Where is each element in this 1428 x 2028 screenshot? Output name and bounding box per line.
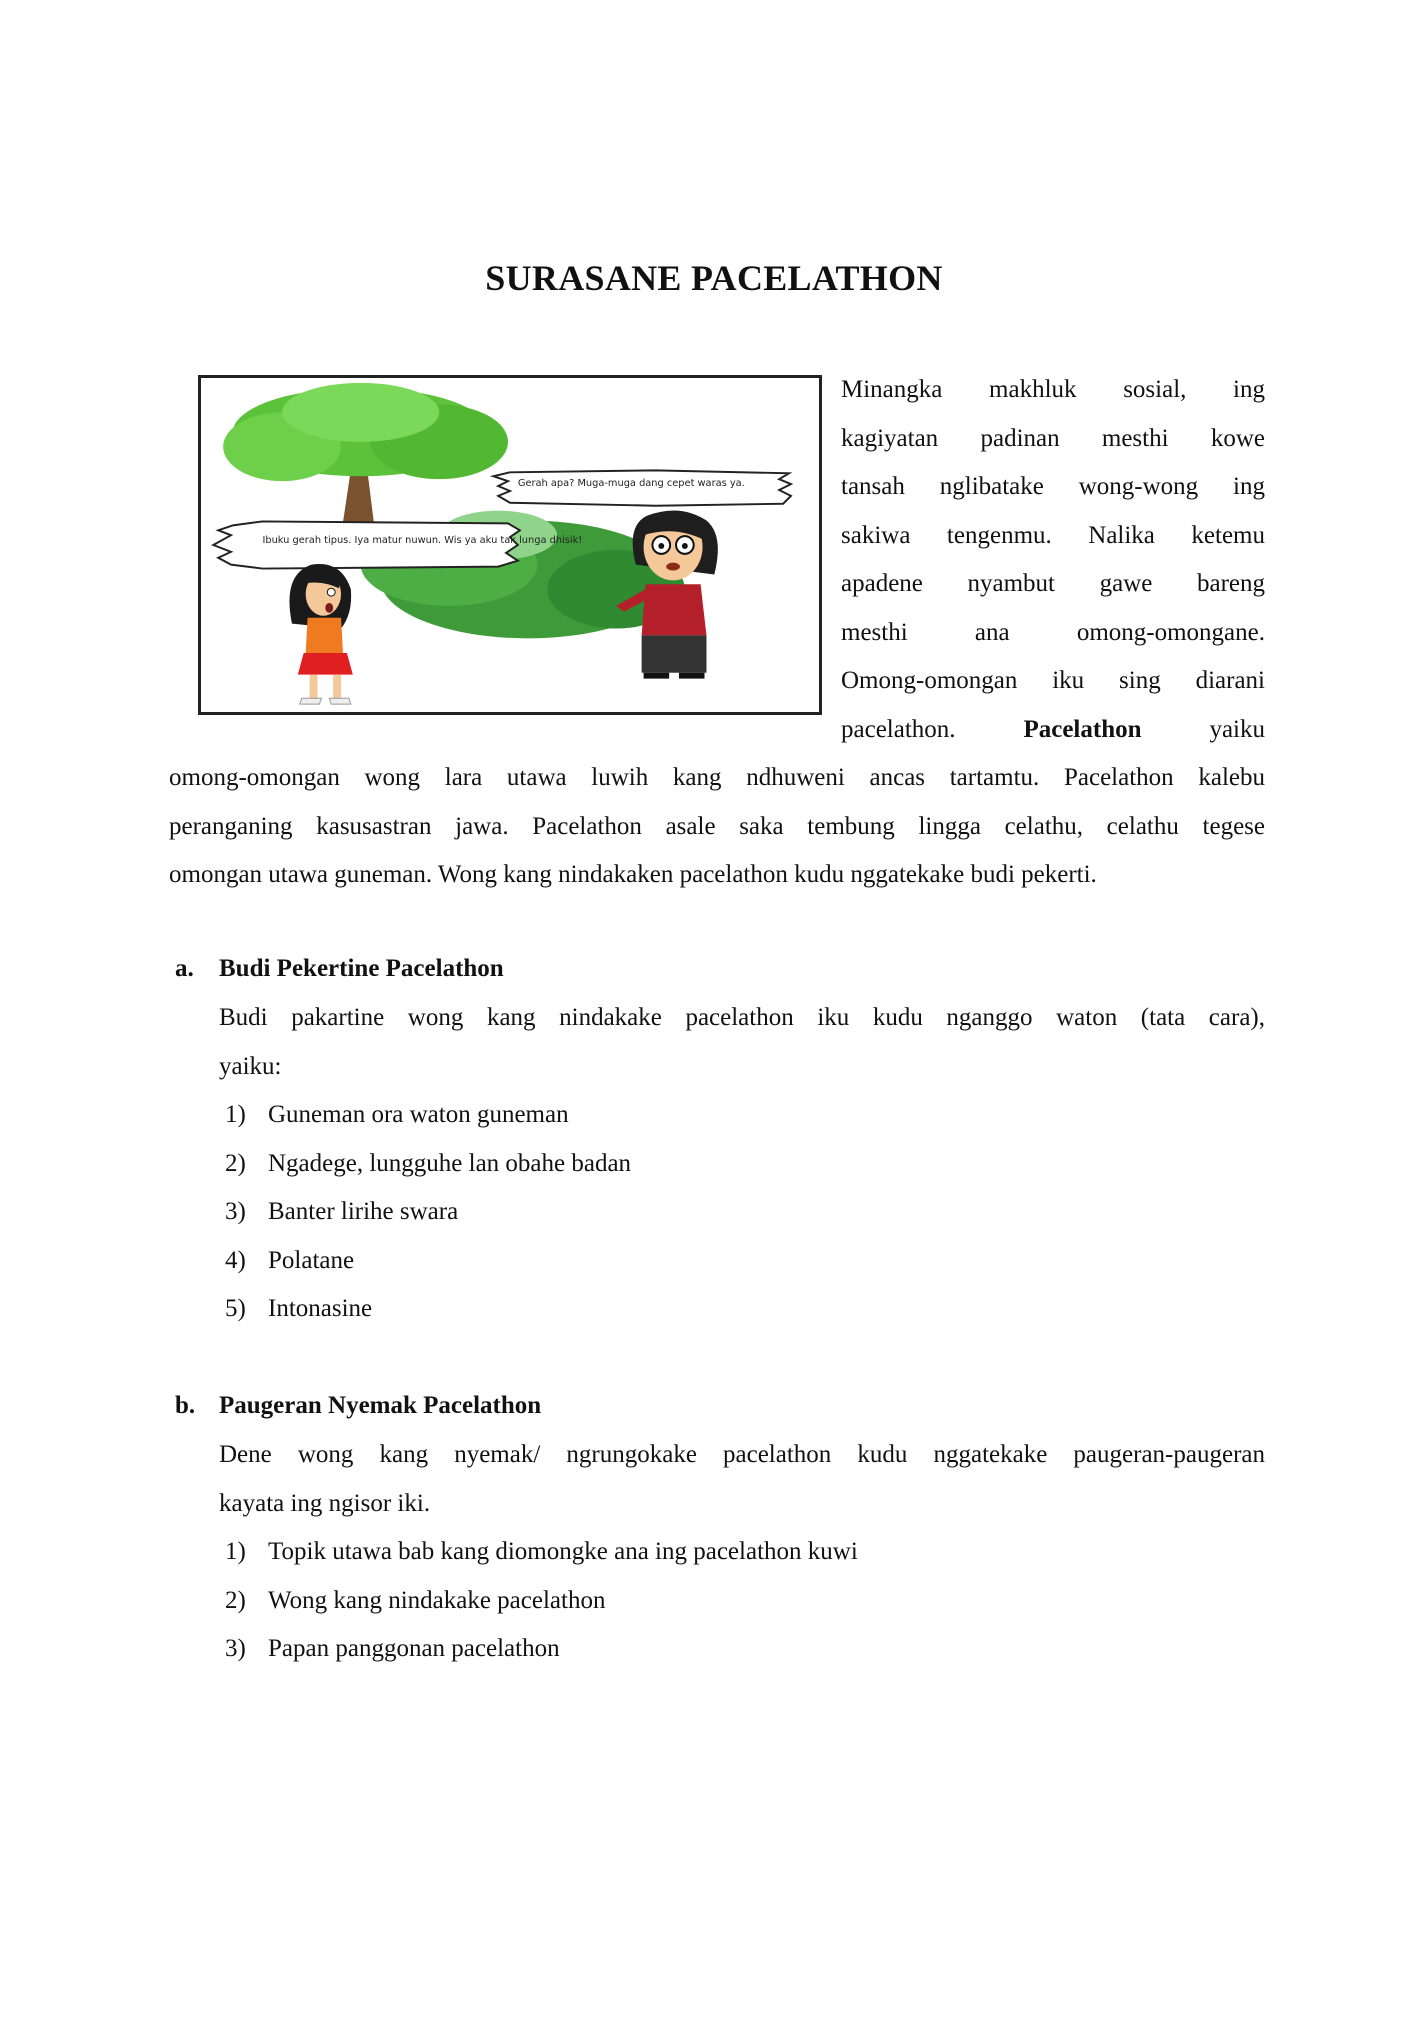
intro-full-paragraph (169, 754, 1265, 900)
list-number: 2) (225, 1149, 246, 1177)
intro-side-line: Omong-omongan iku sing diarani (841, 667, 1265, 694)
list-text: Polatane (268, 1246, 355, 1274)
list-text: Papan panggonan pacelathon (268, 1635, 560, 1662)
page-title: SURASANE PACELATHON (485, 258, 943, 298)
list-item (225, 1285, 631, 1334)
list-text: Topik utawa bab kang diomongke ana ing pacelathon kuwi (268, 1538, 858, 1565)
list-number: 1) (225, 1538, 246, 1565)
section-b-heading (175, 1392, 541, 1420)
list-number: 4) (225, 1246, 246, 1274)
section-b-title: Paugeran Nyemak Pacelathon (219, 1392, 542, 1419)
list-text: Banter lirihe swara (268, 1198, 459, 1225)
section-a-body-line: Budi pakartine wong kang nindakake pacelathon iku kudu nganggo waton (tata cara), (219, 1004, 1265, 1031)
bubble-right-text: Gerah apa? Muga-muga dang cepet waras ya. (517, 478, 745, 490)
intro-side-line: apadene nyambut gawe bareng (841, 570, 1265, 597)
intro-full-line: omong-omongan wong lara utawa luwih kang ndhuweni ancas tartamtu. Pacelathon kalebu (169, 764, 1265, 791)
list-text: Ngadege, lungguhe lan obahe badan (268, 1149, 632, 1177)
intro-full-line: peranganing kasusastran jawa. Pacelathon asale saka tembung lingga celathu, celathu tegese (169, 812, 1265, 840)
section-a-heading (175, 955, 504, 983)
list-item (225, 1188, 631, 1237)
list-number: 2) (225, 1586, 246, 1614)
list-item (225, 1528, 858, 1577)
section-b-list (225, 1528, 858, 1674)
section-b-body-line: kayata ing ngisor iki. (219, 1489, 431, 1517)
list-text: Intonasine (268, 1295, 373, 1322)
bubble-left-text: Ibuku gerah tipus. Iya matur nuwun. Wis ya aku tak lunga dhisik! (262, 535, 583, 547)
section-a-body (219, 994, 1265, 1091)
list-item (225, 1625, 858, 1674)
intro-side-paragraph (841, 366, 1265, 754)
section-a-body-line: yaiku: (219, 1052, 282, 1080)
section-b-body (219, 1431, 1265, 1528)
list-text: Wong kang nindakake pacelathon (268, 1586, 606, 1614)
list-item (225, 1237, 631, 1286)
list-item (225, 1140, 631, 1189)
list-item (225, 1577, 858, 1626)
section-b-letter: b. (175, 1392, 196, 1419)
section-a-list (225, 1091, 631, 1334)
section-a-title: Budi Pekertine Pacelathon (219, 955, 504, 982)
list-item (225, 1091, 631, 1140)
list-number: 3) (225, 1198, 246, 1225)
list-number: 5) (225, 1295, 246, 1322)
intro-word: pacelathon. (841, 715, 956, 743)
list-number: 1) (225, 1101, 246, 1128)
intro-side-line: kagiyatan padinan mesthi kowe (841, 424, 1265, 452)
intro-side-line (841, 706, 1265, 755)
speech-bubble-right (493, 470, 791, 505)
section-b-body-line: Dene wong kang nyemak/ ngrungokake pacelathon kudu nggatekake paugeran-paugeran (219, 1441, 1265, 1468)
section-a-letter: a. (175, 955, 194, 982)
intro-side-line: tansah nglibatake wong-wong ing (841, 473, 1265, 500)
intro-side-line: mesthi ana omong-omongane. (841, 618, 1265, 646)
intro-side-line: sakiwa tengenmu. Nalika ketemu (841, 521, 1265, 549)
intro-full-line: omongan utawa guneman. Wong kang nindakaken pacelathon kudu nggatekake budi pekerti. (169, 861, 1097, 888)
intro-word: yaiku (1209, 715, 1265, 743)
list-number: 3) (225, 1635, 246, 1662)
intro-side-line: Minangka makhluk sosial, ing (841, 376, 1265, 403)
list-text: Guneman ora waton guneman (268, 1101, 569, 1128)
conversation-illustration (198, 375, 822, 715)
keyword-pacelathon: Pacelathon (1023, 715, 1142, 743)
